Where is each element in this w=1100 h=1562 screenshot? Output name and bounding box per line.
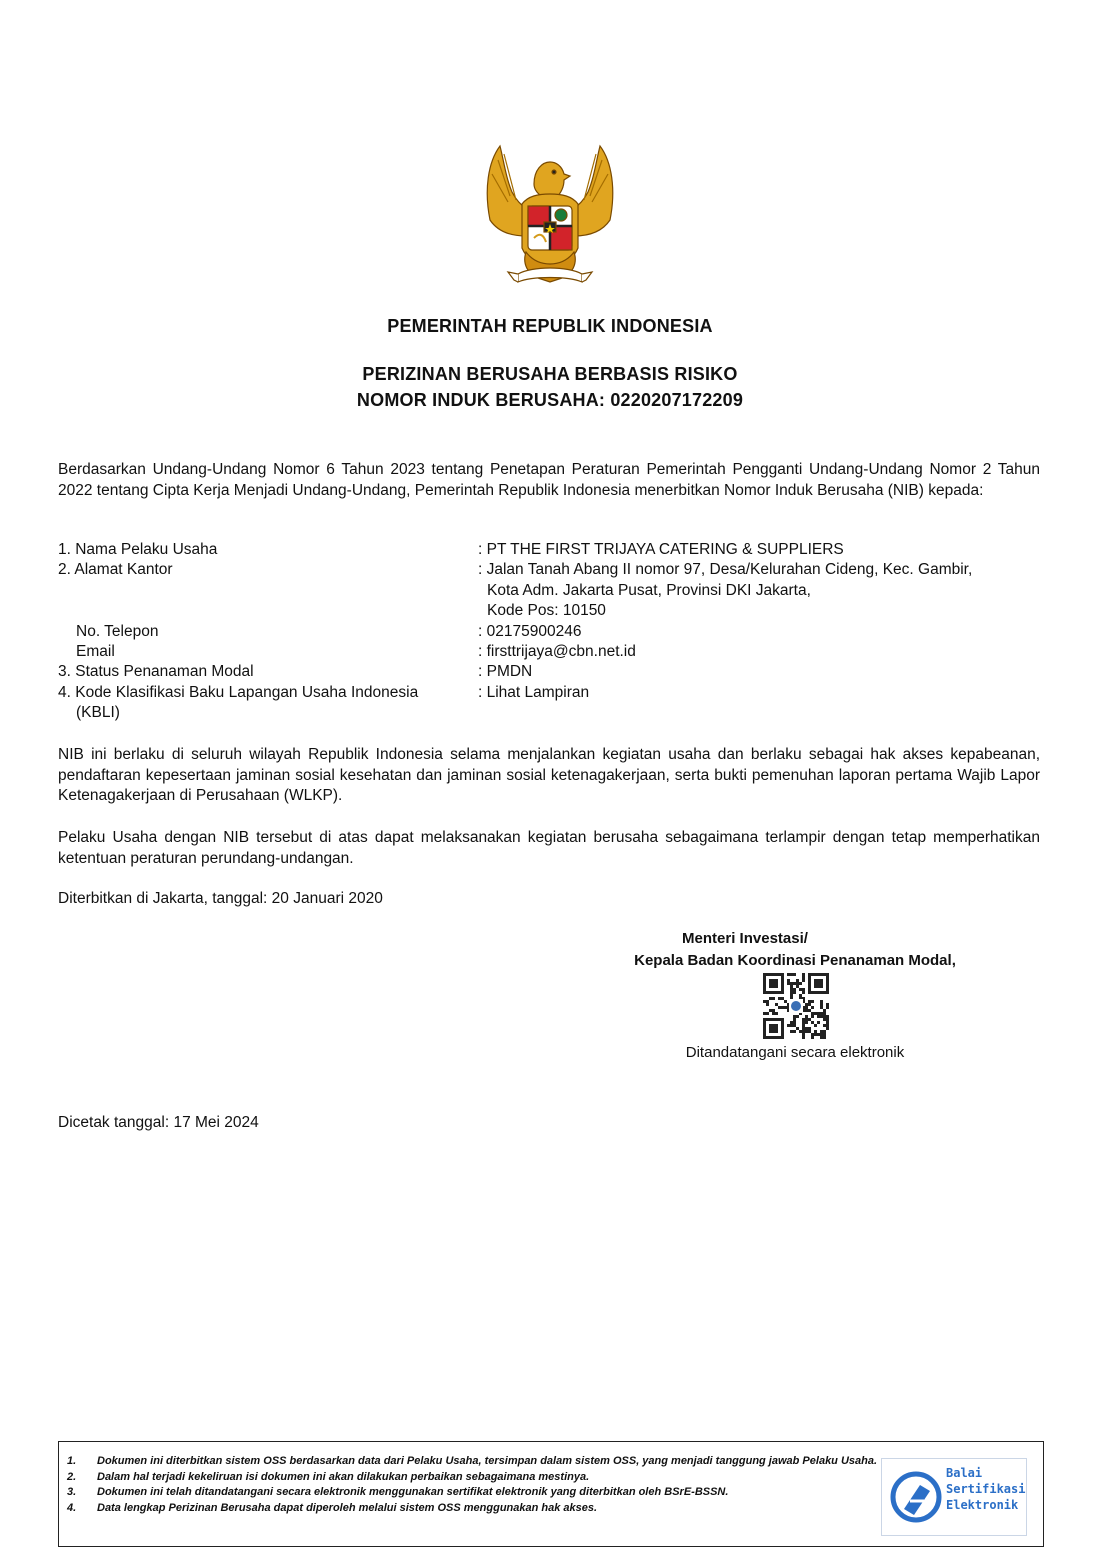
address-line-2: Kota Adm. Jakarta Pusat, Provinsi DKI Jakarta,: [487, 581, 811, 599]
footer-note: [67, 1470, 887, 1486]
field-investment-status: [58, 662, 1048, 682]
field-phone: [58, 622, 1048, 642]
field-label: [58, 683, 478, 724]
bsre-logo-icon: [890, 1471, 942, 1523]
footer-note-text: Dalam hal terjadi kekeliruan isi dokumen ini akan dilakukan perbaikan sebagaimana mestinya.: [97, 1470, 590, 1483]
field-label: Email: [76, 643, 115, 661]
field-label: 3. Status Penanaman Modal: [58, 663, 254, 681]
kbli-label-line-1: 4. Kode Klasifikasi Baku Lapangan Usaha Indonesia: [58, 683, 419, 701]
footer-note-number: 3.: [67, 1486, 77, 1498]
footer-notes-box: [58, 1441, 1044, 1547]
address-line-1: : Jalan Tanah Abang II nomor 97, Desa/Kelurahan Cideng, Kec. Gambir,: [478, 561, 973, 579]
field-label: 2. Alamat Kantor: [58, 561, 173, 579]
field-value: : Lihat Lampiran: [478, 683, 590, 701]
field-value: [478, 560, 1048, 621]
footer-note: [67, 1485, 887, 1501]
printed-date: Dicetak tanggal: 17 Mei 2024: [58, 1114, 259, 1131]
field-value: : firsttrijaya@cbn.net.id: [478, 643, 636, 661]
footer-note-text: Dokumen ini diterbitkan sistem OSS berdasarkan data dari Pelaku Usaha, tersimpan dalam sistem OSS, yang menjadi tanggung jawab Pelaku Usaha.: [97, 1455, 878, 1467]
validity-paragraph: NIB ini berlaku di seluruh wilayah Republik Indonesia selama menjalankan kegiatan usaha dan berlaku sebagai hak akses kepabeanan, pendaftaran kepesertaan jaminan sosial kesehatan dan jaminan sosial ketenagakerjaan, serta bukti pemenuhan laporan pertama Wajib Lapor Ketenagakerjaan di Perusahaan (WLKP).: [58, 746, 1040, 804]
signatory-title-line-2: Kepala Badan Koordinasi Penanaman Modal,: [634, 952, 956, 969]
field-value: : PT THE FIRST TRIJAYA CATERING & SUPPLIERS: [478, 541, 844, 558]
field-email: [58, 642, 1048, 662]
obligation-paragraph: Pelaku Usaha dengan NIB tersebut di atas dapat melaksanakan kegiatan berusaha sebagaimana terlampir dengan tetap memperhatikan ketentuan peraturan perundang-undangan.: [58, 829, 1040, 867]
bsre-text-line-1: Balai: [946, 1466, 983, 1480]
footer-note-text: Data lengkap Perizinan Berusaha dapat diperoleh melalui sistem OSS menggunakan hak akses.: [97, 1501, 598, 1514]
footer-note-text: Dokumen ini telah ditandatangani secara elektronik menggunakan sertifikat elektronik yang diterbitkan oleh BSrE-BSSN.: [97, 1486, 729, 1498]
field-business-name: [58, 540, 1048, 560]
issuer-title: PEMERINTAH REPUBLIK INDONESIA: [387, 316, 713, 336]
intro-paragraph: Berdasarkan Undang-Undang Nomor 6 Tahun 2023 tentang Penetapan Peraturan Pemerintah Pengganti Undang-Undang Nomor 2 Tahun 2022 tentang Cipta Kerja Menjadi Undang-Undang, Pemerintah Republik Indonesia menerbitkan Nomor Induk Berusaha (NIB) kepada:: [58, 461, 1040, 499]
bsre-text-line-3: Elektronik: [946, 1498, 1019, 1512]
bsre-logo: [881, 1458, 1027, 1536]
address-line-3: Kode Pos: 10150: [487, 602, 606, 620]
issued-date: Diterbitkan di Jakarta, tanggal: 20 Januari 2020: [58, 890, 383, 907]
field-label: No. Telepon: [76, 622, 159, 640]
garuda-pancasila-emblem: [478, 140, 622, 288]
field-value: : 02175900246: [478, 622, 582, 640]
signature-qr-code: [763, 973, 829, 1039]
field-kbli: [58, 683, 1048, 724]
footer-note-number: 2.: [67, 1470, 77, 1483]
electronic-signature-note: Ditandatangani secara elektronik: [685, 1044, 905, 1061]
footer-note: [67, 1501, 887, 1517]
field-label: 1. Nama Pelaku Usaha: [58, 541, 218, 558]
footer-note-number: 4.: [67, 1501, 77, 1514]
footer-note: [67, 1454, 887, 1470]
business-details: [58, 540, 1048, 724]
field-address: [58, 560, 1048, 621]
footer-notes-list: [67, 1454, 887, 1516]
bsre-text-line-2: Sertifikasi: [946, 1482, 1026, 1496]
kbli-label-line-2: (KBLI): [76, 704, 120, 722]
bsre-logo-text: [946, 1465, 1025, 1513]
signatory-title-line-1: Menteri Investasi/: [682, 930, 808, 947]
field-value: : PMDN: [478, 663, 533, 681]
license-title: PERIZINAN BERUSAHA BERBASIS RISIKO: [362, 364, 738, 384]
footer-note-number: 1.: [67, 1455, 77, 1467]
nib-number-title: NOMOR INDUK BERUSAHA: 0220207172209: [356, 390, 744, 410]
